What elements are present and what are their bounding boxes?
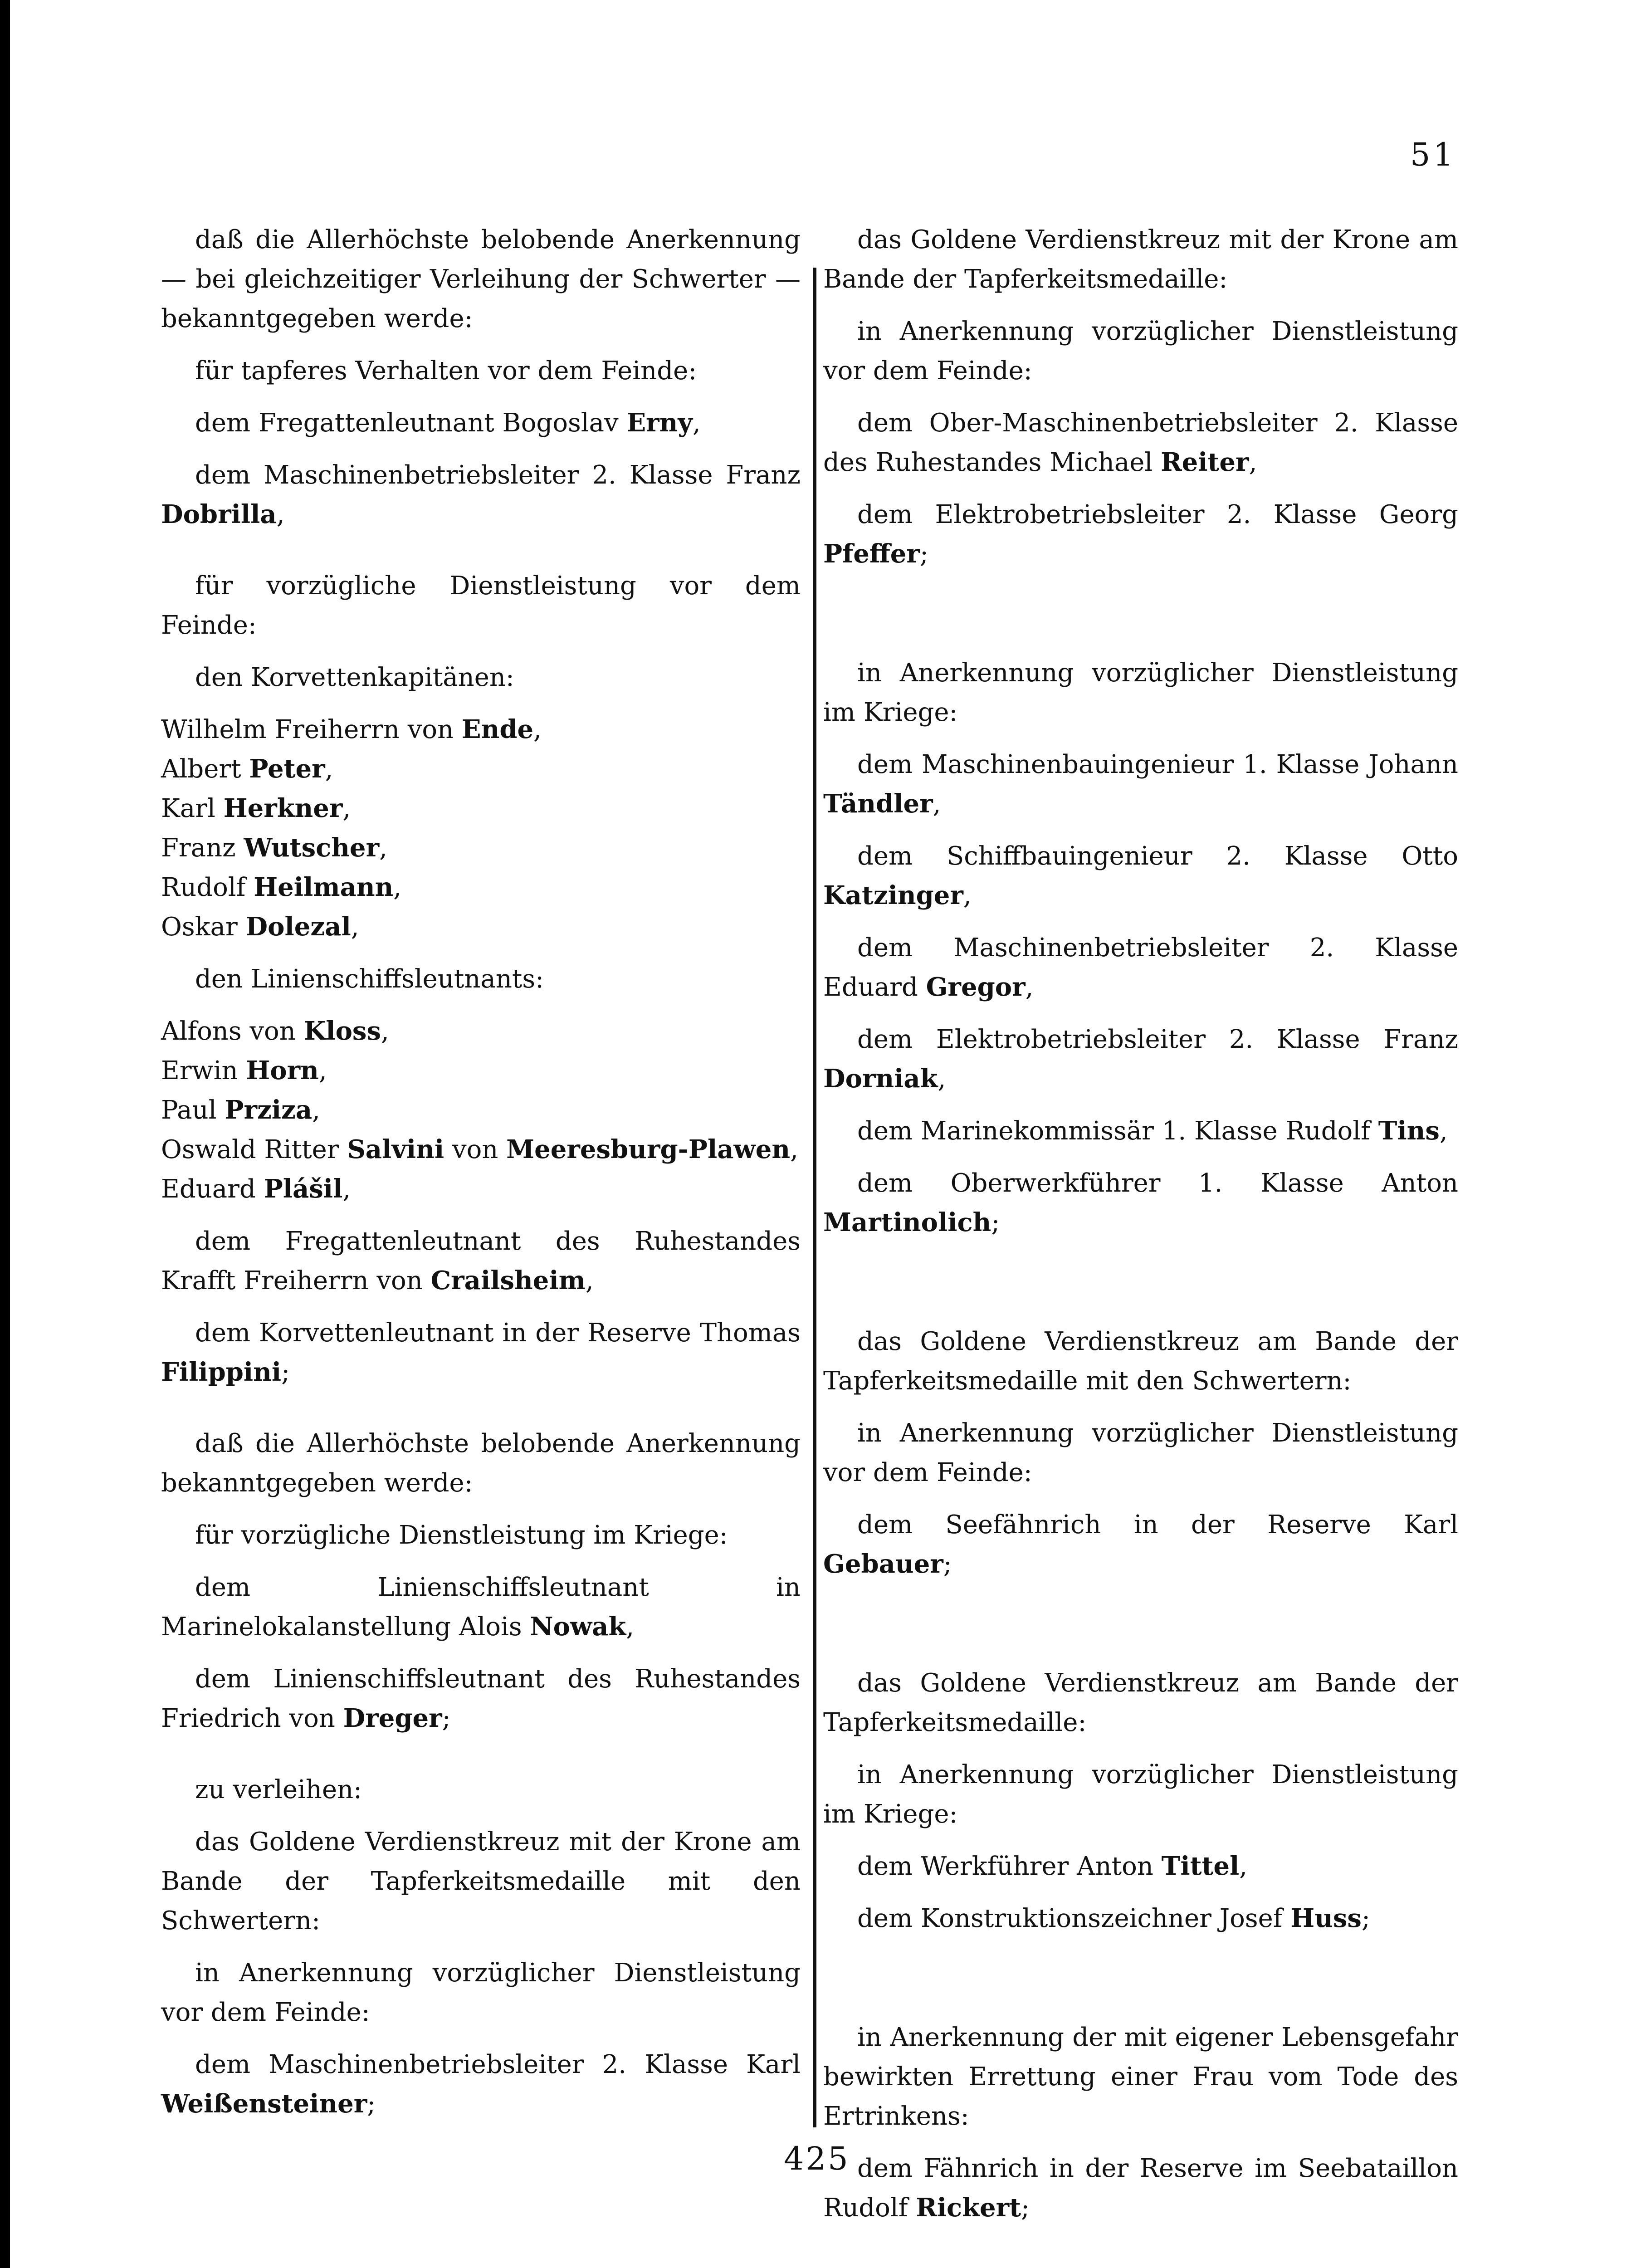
paragraph: daß die Allerhöchste belobende Anerkennung bekanntgegeben werde: xyxy=(161,1429,801,1498)
award-entry: dem Ober-Maschinenbetriebsleiter 2. Klasse des Ruhestandes Michael Reiter, xyxy=(823,408,1458,477)
award-entry: dem Elektrobetriebsleiter 2. Klasse Franz Dorniak, xyxy=(823,1025,1458,1094)
list-item: Eduard Plášil, xyxy=(161,1174,351,1204)
name-list xyxy=(161,710,801,947)
recipient-name: Reiter xyxy=(1161,447,1249,477)
recipient-name: Katzinger xyxy=(823,880,963,910)
award-entry: dem Elektrobetriebsleiter 2. Klasse Georg Pfeffer; xyxy=(823,500,1458,569)
award-entry: dem Oberwerkführer 1. Klasse Anton Martinolich; xyxy=(823,1168,1458,1237)
paragraph: in Anerkennung der mit eigener Lebensgefahr bewirkten Errettung einer Frau vom Tode des Ertrinkens: xyxy=(823,2023,1458,2131)
recipient-name: Gebauer xyxy=(823,1549,943,1579)
award-entry: dem Linienschiffsleutnant in Marinelokalanstellung Alois Nowak, xyxy=(161,1573,801,1642)
award-entry: dem Maschinenbauingenieur 1. Klasse Johann Tändler, xyxy=(823,750,1458,819)
right-column xyxy=(823,220,1458,2228)
name-list xyxy=(161,1012,801,1209)
scan-edge xyxy=(0,0,10,2268)
award-entry: dem Linienschiffsleutnant des Ruhestandes Friedrich von Dreger; xyxy=(161,1664,801,1733)
recipient-name: Tittel xyxy=(1161,1851,1240,1881)
paragraph: in Anerkennung vorzüglicher Dienstleistung vor dem Feinde: xyxy=(823,317,1458,386)
recipient-name: Filippini xyxy=(161,1357,282,1387)
award-entry: dem Fregattenleutnant des Ruhestandes Krafft Freiherrn von Crailsheim, xyxy=(161,1227,801,1295)
paragraph: für tapferes Verhalten vor dem Feinde: xyxy=(195,356,697,386)
left-column xyxy=(161,220,801,2124)
award-entry: dem Fregattenleutnant Bogoslav Erny, xyxy=(195,408,701,438)
footer-number: 425 xyxy=(784,2140,850,2177)
paragraph: das Goldene Verdienstkreuz mit der Krone am Bande der Tapferkeitsmedaille: xyxy=(823,225,1458,294)
award-entry: dem Werkführer Anton Tittel, xyxy=(857,1851,1248,1881)
award-entry: dem Maschinenbetriebsleiter 2. Klasse Franz Dobrilla, xyxy=(161,460,801,529)
page-number: 51 xyxy=(1410,136,1456,173)
column-divider xyxy=(813,268,816,2127)
recipient-name: Tins xyxy=(1378,1116,1440,1146)
paragraph: für vorzügliche Dienstleistung im Kriege: xyxy=(195,1520,728,1550)
list-item: Erwin Horn, xyxy=(161,1056,327,1085)
list-item: Rudolf Heilmann, xyxy=(161,872,402,902)
award-entry: dem Maschinenbetriebsleiter 2. Klasse Karl Weißensteiner; xyxy=(161,2050,801,2119)
paragraph: daß die Allerhöchste belobende Anerkennung — bei gleichzeitiger Verleihung der Schwerter — bekanntgegeben werde: xyxy=(161,225,801,333)
recipient-name: Dorniak xyxy=(823,1064,938,1094)
recipient-name: Rickert xyxy=(916,2193,1021,2223)
list-item: Alfons von Kloss, xyxy=(161,1016,389,1046)
list-item: Franz Wutscher, xyxy=(161,833,387,863)
recipient-name: Nowak xyxy=(530,1612,626,1642)
paragraph: das Goldene Verdienstkreuz mit der Krone am Bande der Tapferkeitsmedaille mit den Schwertern: xyxy=(161,1827,801,1936)
recipient-name: Erny xyxy=(626,408,693,438)
recipient-name: Dreger xyxy=(343,1703,442,1733)
award-entry: dem Konstruktionszeichner Josef Huss; xyxy=(857,1903,1370,1933)
award-entry: dem Schiffbauingenieur 2. Klasse Otto Katzinger, xyxy=(823,841,1458,910)
list-item: Oswald Ritter Salvini von Meeresburg-Plawen, xyxy=(161,1134,798,1164)
award-entry: dem Seefähnrich in der Reserve Karl Gebauer; xyxy=(823,1510,1458,1579)
paragraph: in Anerkennung vorzüglicher Dienstleistung im Kriege: xyxy=(823,658,1458,727)
award-entry: dem Marinekommissär 1. Klasse Rudolf Tins, xyxy=(857,1116,1448,1146)
paragraph: den Linienschiffsleutnants: xyxy=(195,964,544,994)
list-item: Oskar Dolezal, xyxy=(161,912,359,942)
award-entry: dem Korvettenleutnant in der Reserve Thomas Filippini; xyxy=(161,1318,801,1387)
paragraph: zu verleihen: xyxy=(195,1775,362,1804)
paragraph: das Goldene Verdienstkreuz am Bande der Tapferkeitsmedaille: xyxy=(823,1668,1458,1737)
paragraph: in Anerkennung vorzüglicher Dienstleistung vor dem Feinde: xyxy=(823,1418,1458,1487)
award-entry: dem Maschinenbetriebsleiter 2. Klasse Eduard Gregor, xyxy=(823,933,1458,1002)
recipient-name: Pfeffer xyxy=(823,539,920,569)
recipient-name: Weißensteiner xyxy=(161,2089,367,2119)
award-entry: dem Fähnrich in der Reserve im Seebataillon Rudolf Rickert; xyxy=(823,2154,1458,2223)
list-item: Wilhelm Freiherrn von Ende, xyxy=(161,714,542,744)
recipient-name: Crailsheim xyxy=(430,1266,586,1295)
list-item: Karl Herkner, xyxy=(161,793,351,823)
paragraph: den Korvettenkapitänen: xyxy=(195,663,514,692)
recipient-name: Martinolich xyxy=(823,1207,991,1237)
list-item: Albert Peter, xyxy=(161,754,333,784)
paragraph: in Anerkennung vorzüglicher Dienstleistung vor dem Feinde: xyxy=(161,1958,801,2027)
recipient-name: Tändler xyxy=(823,789,933,819)
list-item: Paul Prziza, xyxy=(161,1095,320,1125)
recipient-name: Huss xyxy=(1290,1903,1362,1933)
recipient-name: Gregor xyxy=(926,972,1026,1002)
paragraph: das Goldene Verdienstkreuz am Bande der Tapferkeitsmedaille mit den Schwertern: xyxy=(823,1327,1458,1396)
paragraph: in Anerkennung vorzüglicher Dienstleistung im Kriege: xyxy=(823,1760,1458,1829)
paragraph: für vorzügliche Dienstleistung vor dem Feinde: xyxy=(161,571,801,640)
recipient-name: Dobrilla xyxy=(161,499,277,529)
